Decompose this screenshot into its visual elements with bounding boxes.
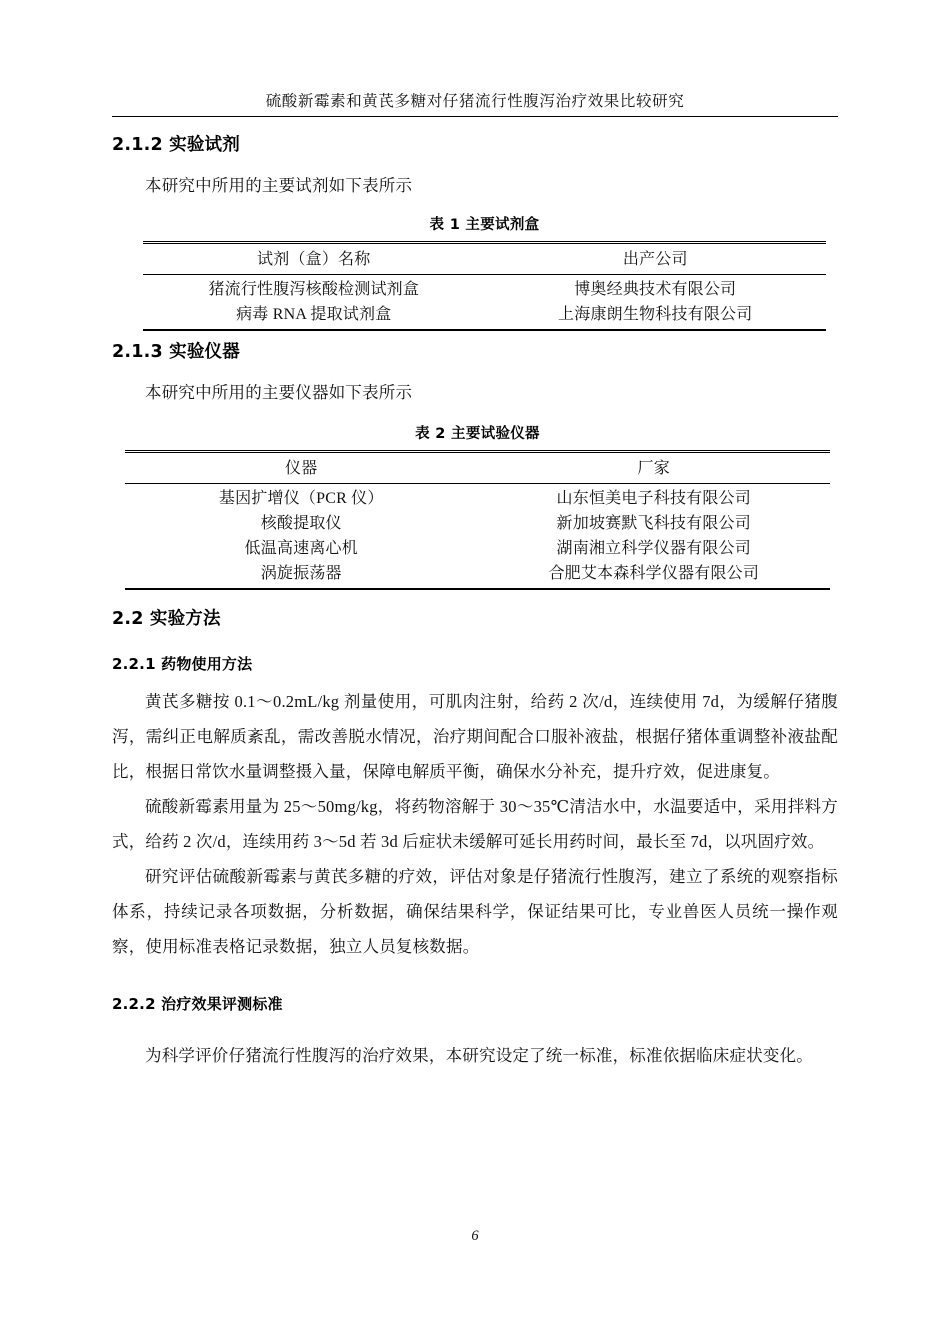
table-1-body	[143, 275, 826, 331]
table-header-row	[125, 452, 830, 484]
page-content	[112, 130, 838, 1073]
table-2-cell-1-0: 核酸提取仪	[260, 515, 342, 532]
section-2-1-3-lead: 本研究中所用的主要仪器如下表所示	[145, 383, 413, 402]
table-1-cell-1-0: 病毒 RNA 提取试剂盒	[143, 302, 485, 330]
table-2-cell-2-0: 低温高速离心机	[244, 540, 358, 557]
table-2-cell-2-1: 湖南湘立科学仪器有限公司	[556, 540, 751, 557]
table-2-body	[125, 484, 830, 590]
table-2-col-header-0: 仪器	[125, 452, 478, 484]
section-heading-2-2-2: 2.2.2 治疗效果评测标准	[112, 995, 283, 1013]
section-2-2-1-paragraph-1: 黄芪多糖按 0.1～0.2mL/kg 剂量使用，可肌肉注射，给药 2 次/d，连续使用 7d，为缓解仔猪腹泻，需纠正电解质紊乱，需改善脱水情况，治疗期间配合口服补液盐，根据仔猪体重调整补液盐配比，根据日常饮水量调整摄入量，保障电解质平衡，确保水分补充，提升疗效，促进康复。	[112, 692, 838, 781]
section-heading-2-1-2: 2.1.2 实验试剂	[112, 135, 240, 155]
table-row	[143, 275, 826, 303]
table-2-col-header-1: 厂家	[478, 452, 831, 484]
table-row	[125, 536, 830, 561]
table-1-head	[143, 243, 826, 275]
table-2	[125, 450, 830, 590]
table-header-row	[143, 243, 826, 275]
section-2-1-2-lead: 本研究中所用的主要试剂如下表所示	[145, 176, 413, 195]
table-1-cell-0-1: 博奥经典技术有限公司	[574, 281, 737, 298]
table-1-col-header-0: 试剂（盒）名称	[143, 243, 485, 275]
table-1-caption: 表 1 主要试剂盒	[429, 217, 540, 233]
table-row	[125, 484, 830, 512]
table-1-block	[143, 213, 826, 331]
table-1-col-header-1: 出产公司	[485, 243, 827, 275]
table-2-cell-0-1: 山东恒美电子科技有限公司	[556, 490, 751, 507]
page-number: 6	[471, 1228, 479, 1244]
table-row	[143, 302, 826, 330]
section-2-2-2-paragraph-1: 为科学评价仔猪流行性腹泻的治疗效果，本研究设定了统一标准，标准依据临床症状变化。	[145, 1046, 813, 1065]
table-row	[125, 511, 830, 536]
table-2-cell-3-0: 涡旋振荡器	[125, 561, 478, 589]
table-1-cell-1-1: 上海康朗生物科技有限公司	[485, 302, 827, 330]
section-2-2-1-paragraph-2: 硫酸新霉素用量为 25～50mg/kg，将药物溶解于 30～35℃清洁水中，水温要适中，采用拌料方式，给药 2 次/d，连续用药 3～5d 若 3d 后症状未缓解可延长用药时间，最长至 7d，以巩固疗效。	[112, 797, 838, 851]
table-2-cell-3-1: 合肥艾本森科学仪器有限公司	[478, 561, 831, 589]
running-header: 硫酸新霉素和黄芪多糖对仔猪流行性腹泻治疗效果比较研究	[265, 93, 685, 110]
table-2-head	[125, 452, 830, 484]
table-row	[125, 561, 830, 589]
table-2-block	[125, 422, 830, 590]
section-heading-2-2: 2.2 实验方法	[112, 609, 221, 629]
table-2-cell-0-0: 基因扩增仪（PCR 仪）	[218, 490, 384, 507]
table-1-cell-0-0: 猪流行性腹泻核酸检测试剂盒	[208, 281, 420, 298]
table-2-cell-1-1: 新加坡赛默飞科技有限公司	[556, 515, 751, 532]
section-heading-2-2-1: 2.2.1 药物使用方法	[112, 655, 253, 673]
table-1	[143, 241, 826, 331]
table-2-caption: 表 2 主要试验仪器	[415, 426, 540, 442]
section-heading-2-1-3: 2.1.3 实验仪器	[112, 342, 240, 362]
header-rule	[112, 116, 838, 117]
section-2-2-1-paragraph-3: 研究评估硫酸新霉素与黄芪多糖的疗效，评估对象是仔猪流行性腹泻，建立了系统的观察指标体系，持续记录各项数据，分析数据，确保结果科学，保证结果可比，专业兽医人员统一操作观察，使用标准表格记录数据，独立人员复核数据。	[112, 867, 838, 956]
